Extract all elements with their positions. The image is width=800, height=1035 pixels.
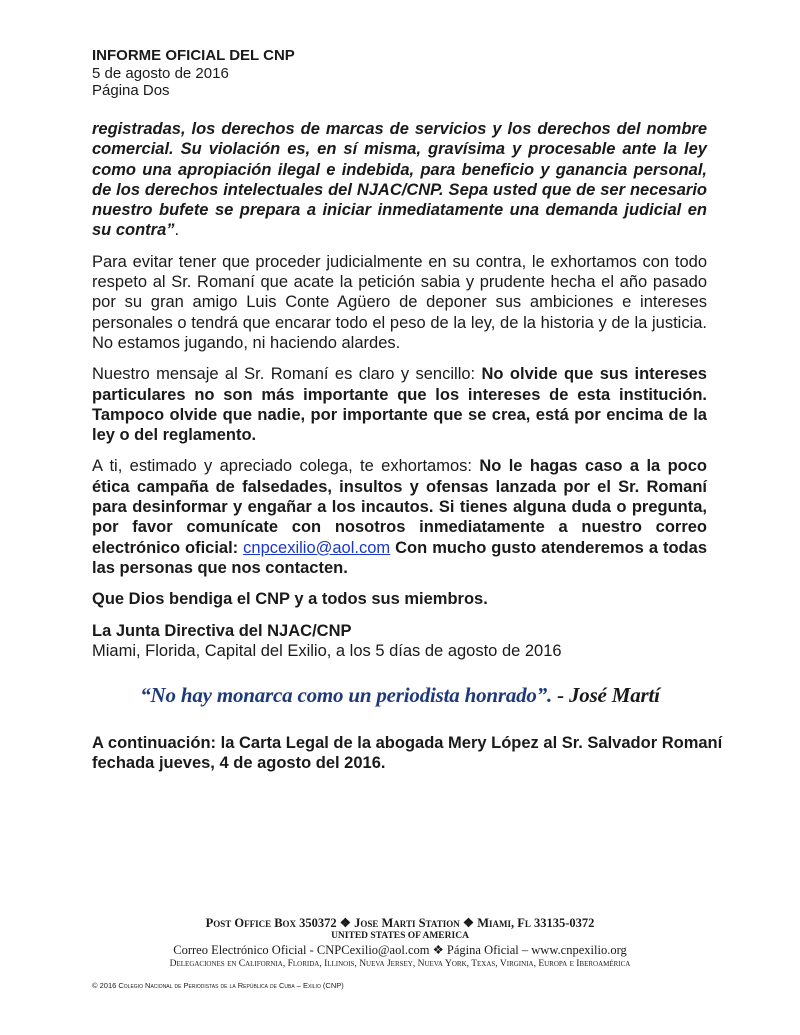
paragraph-warning: Para evitar tener que proceder judicialmente en su contra, le exhortamos con todo respeto al Sr. Romaní que acate la petición sabia y prudente hecha el año pasado por su gran amigo Luis Conte Agüero de deponer sus ambiciones e intereses personales o tendrá que encarar todo el peso de la ley, de la historia y de la justicia. No estamos jugando, ni haciendo alardes. xyxy=(92,252,707,352)
letter-body xyxy=(92,119,707,661)
page-label: Página Dos xyxy=(92,82,170,99)
footer-address: Post Office Box 350372 ❖ Jose Marti Station ❖ Miami, Fl 33135-0372 xyxy=(205,916,595,930)
quote-text: “No hay monarca como un periodista honrado”. xyxy=(140,683,553,707)
blessing-line: Que Dios bendiga el CNP y a todos sus miembros. xyxy=(92,590,488,609)
paragraph-quote-end: . xyxy=(174,221,180,240)
report-title: INFORME OFICIAL DEL CNP xyxy=(92,47,295,64)
page-footer xyxy=(0,916,800,970)
footer-contact: Correo Electrónico Oficial - CNPCexilio@aol.com ❖ Página Oficial – www.cnpexilio.org xyxy=(173,943,627,957)
place-date: Miami, Florida, Capital del Exilio, a los 5 días de agosto de 2016 xyxy=(92,641,562,660)
signature: La Junta Directiva del NJAC/CNP xyxy=(92,621,352,640)
paragraph-quote-continuation xyxy=(92,119,707,241)
appeal-intro: A ti, estimado y apreciado colega, te exhortamos: xyxy=(92,457,480,476)
report-date: 5 de agosto de 2016 xyxy=(92,64,229,82)
appeal-closing: Con mucho gusto atenderemos a todas las personas que nos contacten. xyxy=(92,538,707,577)
appeal-bold: No le hagas caso a la poco ética campaña de falsedades, insultos y ofensas lanzada por el Sr. Romaní para desinformar y engañar a los incautos. Si tienes alguna duda o pregunta, por favor comunícate con nosotros inmediatamente a nuestro correo electrónico oficial: xyxy=(92,457,707,557)
paragraph-appeal xyxy=(92,456,707,578)
footer-country: UNITED STATES OF AMERICA xyxy=(331,931,469,941)
footer-delegations: Delegaciones en California, Florida, Illinois, Nueva Jersey, Nueva York, Texas, Virginia, Europa e Iberoamérica xyxy=(169,959,631,969)
paragraph-quote-text: registradas, los derechos de marcas de servicios y los derechos del nombre comercial. Su violación es, en sí misma, gravísima y procesable ante la ley como una apropiación ilegal e indebida, para beneficio y ganancia personal, de los derechos intelectuales del NJAC/CNP. Sepa usted que de ser necesario nuestro bufete se prepara a iniciar inmediatamente una demanda judicial en su contra” xyxy=(92,120,707,240)
message-bold: No olvide que sus intereses particulares no son más importante que los intereses de esta institución. Tampoco olvide que nadie, por importante que se crea, está por encima de la ley o del reglamento. xyxy=(92,365,707,445)
quote-author: - José Martí xyxy=(552,683,660,707)
marti-quote xyxy=(0,683,800,708)
page-header xyxy=(92,47,712,100)
paragraph-message xyxy=(92,364,707,445)
email-link[interactable]: cnpcexilio@aol.com xyxy=(243,538,391,557)
continuation-note: A continuación: la Carta Legal de la abogada Mery López al Sr. Salvador Romaní fechada jueves, 4 de agosto del 2016. xyxy=(92,734,723,773)
message-intro: Nuestro mensaje al Sr. Romaní es claro y sencillo: xyxy=(92,365,482,384)
copyright-notice: © 2016 Colegio Nacional de Periodistas de la República de Cuba – Exilio (CNP) xyxy=(92,981,344,990)
